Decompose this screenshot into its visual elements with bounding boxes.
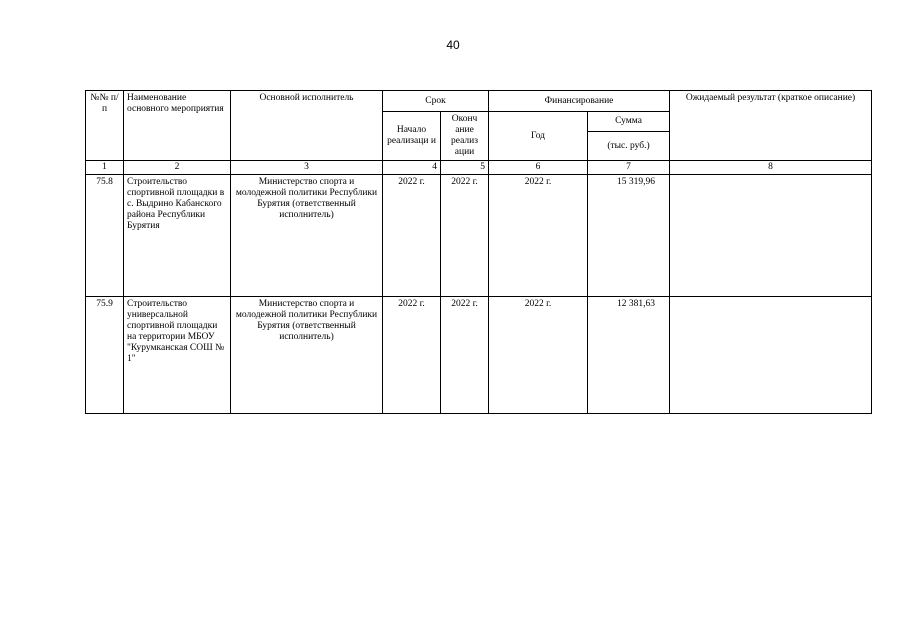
table-row (86, 297, 872, 414)
row-name: Строительство спортивной площадки в с. Выдрино Кабанского района Республики Бурятия (124, 175, 231, 297)
row-year: 2022 г. (489, 175, 588, 297)
row-executor: Министерство спорта и молодежной политики Республики Бурятия (ответственный исполнитель) (231, 175, 383, 297)
column-number: 7 (588, 161, 670, 175)
page-number: 40 (446, 38, 460, 52)
header-name: Наименование основного мероприятия (124, 91, 231, 161)
row-end: 2022 г. (441, 175, 489, 297)
row-year: 2022 г. (489, 297, 588, 414)
table-row (86, 175, 872, 297)
header-result: Ожидаемый результат (краткое описание) (670, 91, 872, 161)
column-number: 3 (231, 161, 383, 175)
row-sum: 15 319,96 (588, 175, 670, 297)
header-sum-unit: (тыс. руб.) (588, 132, 670, 161)
column-number: 2 (124, 161, 231, 175)
header-executor: Основной исполнитель (231, 91, 383, 161)
header-term-end: Оконч ание реализ ации (441, 112, 489, 161)
row-start: 2022 г. (383, 175, 441, 297)
column-number: 6 (489, 161, 588, 175)
header-term-start: Начало реализаци и (383, 112, 441, 161)
header-year: Год (489, 112, 588, 161)
row-sum: 12 381,63 (588, 297, 670, 414)
row-result (670, 175, 872, 297)
column-number: 1 (86, 161, 124, 175)
row-end: 2022 г. (441, 297, 489, 414)
row-result (670, 297, 872, 414)
column-number: 8 (670, 161, 872, 175)
column-number: 5 (441, 161, 489, 175)
activities-table (85, 90, 872, 414)
column-number: 4 (383, 161, 441, 175)
row-name: Строительство универсальной спортивной площадки на территории МБОУ "Курумканская СОШ № 1" (124, 297, 231, 414)
header-sum: Сумма (588, 112, 670, 132)
column-number-row (86, 161, 872, 175)
header-financing: Финансирование (489, 91, 670, 112)
header-term: Срок (383, 91, 489, 112)
header-row-1 (86, 91, 872, 112)
row-executor: Министерство спорта и молодежной политики Республики Бурятия (ответственный исполнитель) (231, 297, 383, 414)
row-num: 75.9 (86, 297, 124, 414)
header-num: №№ п/п (86, 91, 124, 161)
row-start: 2022 г. (383, 297, 441, 414)
row-num: 75.8 (86, 175, 124, 297)
